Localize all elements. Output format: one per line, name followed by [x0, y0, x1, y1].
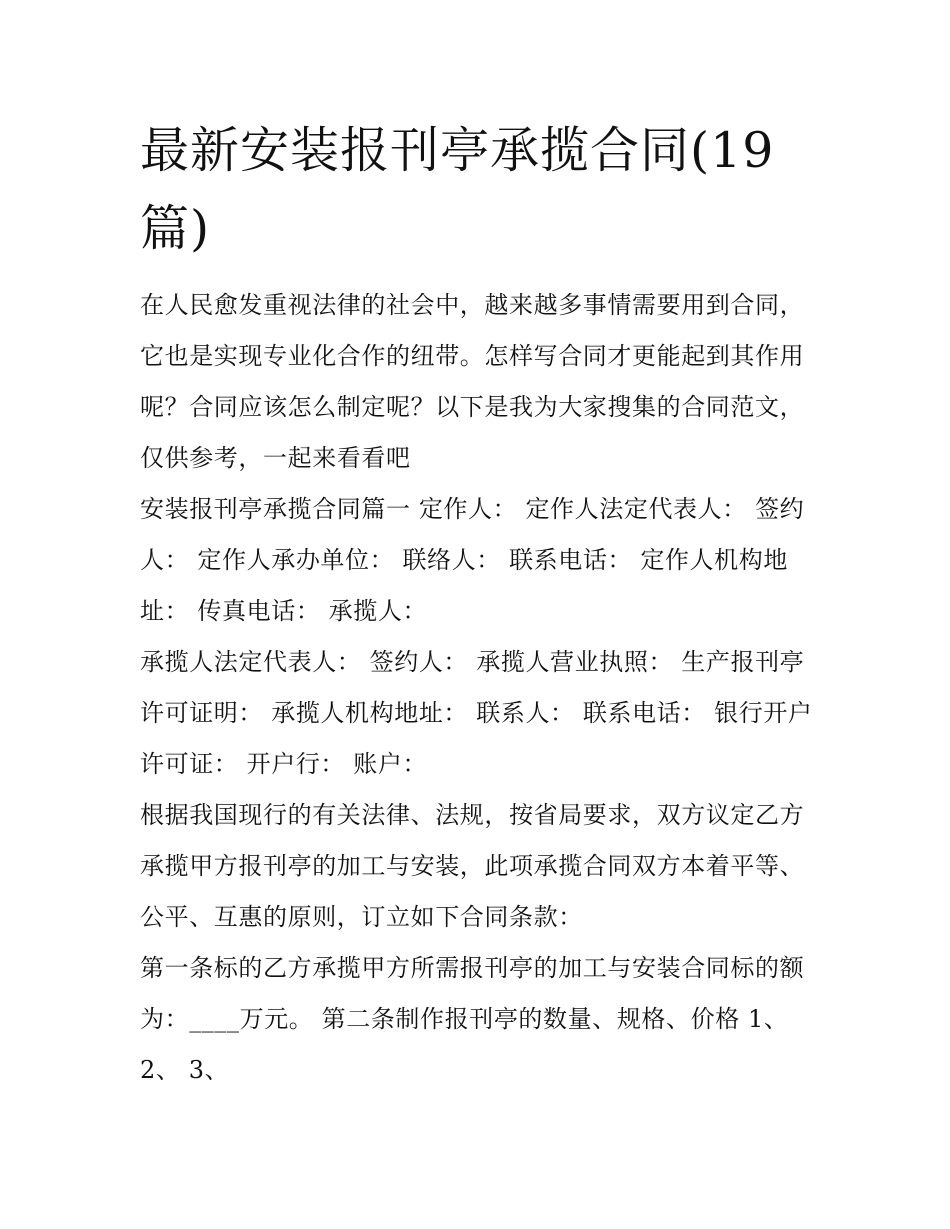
party-a-paragraph: 安装报刊亭承揽合同篇一 定作人： 定作人法定代表人： 签约人： 定作人承办单位： 联络人： 联系电话： 定作人机构地址： 传真电话： 承揽人：: [140, 495, 805, 625]
basis-paragraph: 根据我国现行的有关法律、法规，按省局要求，双方议定乙方承揽甲方报刊亭的加工与安装，此项承揽合同双方本着平等、公平、互惠的原则，订立如下合同条款：: [140, 801, 805, 931]
title-line-1: 最新安装报刊亭承揽合同(19: [140, 122, 775, 179]
title-line-2: 篇): [140, 200, 211, 257]
intro-paragraph: 在人民愈发重视法律的社会中，越来越多事情需要用到合同，它也是实现专业化合作的纽带。怎样写合同才更能起到其作用呢？合同应该怎么制定呢？以下是我为大家搜集的合同范文，仅供参考，一起来看看吧: [140, 291, 805, 472]
party-b-paragraph: 承揽人法定代表人： 签约人： 承揽人营业执照： 生产报刊亭许可证明： 承揽人机构地址： 联系人： 联系电话： 银行开户许可证： 开户行： 账户：: [140, 648, 813, 778]
document-title: [140, 112, 820, 268]
document-body: [140, 280, 820, 1096]
article-one-paragraph: 第一条标的乙方承揽甲方所需报刊亭的加工与安装合同标的额为：____万元。 第二条制作报刊亭的数量、规格、价格 1、 2、 3、: [140, 954, 805, 1084]
